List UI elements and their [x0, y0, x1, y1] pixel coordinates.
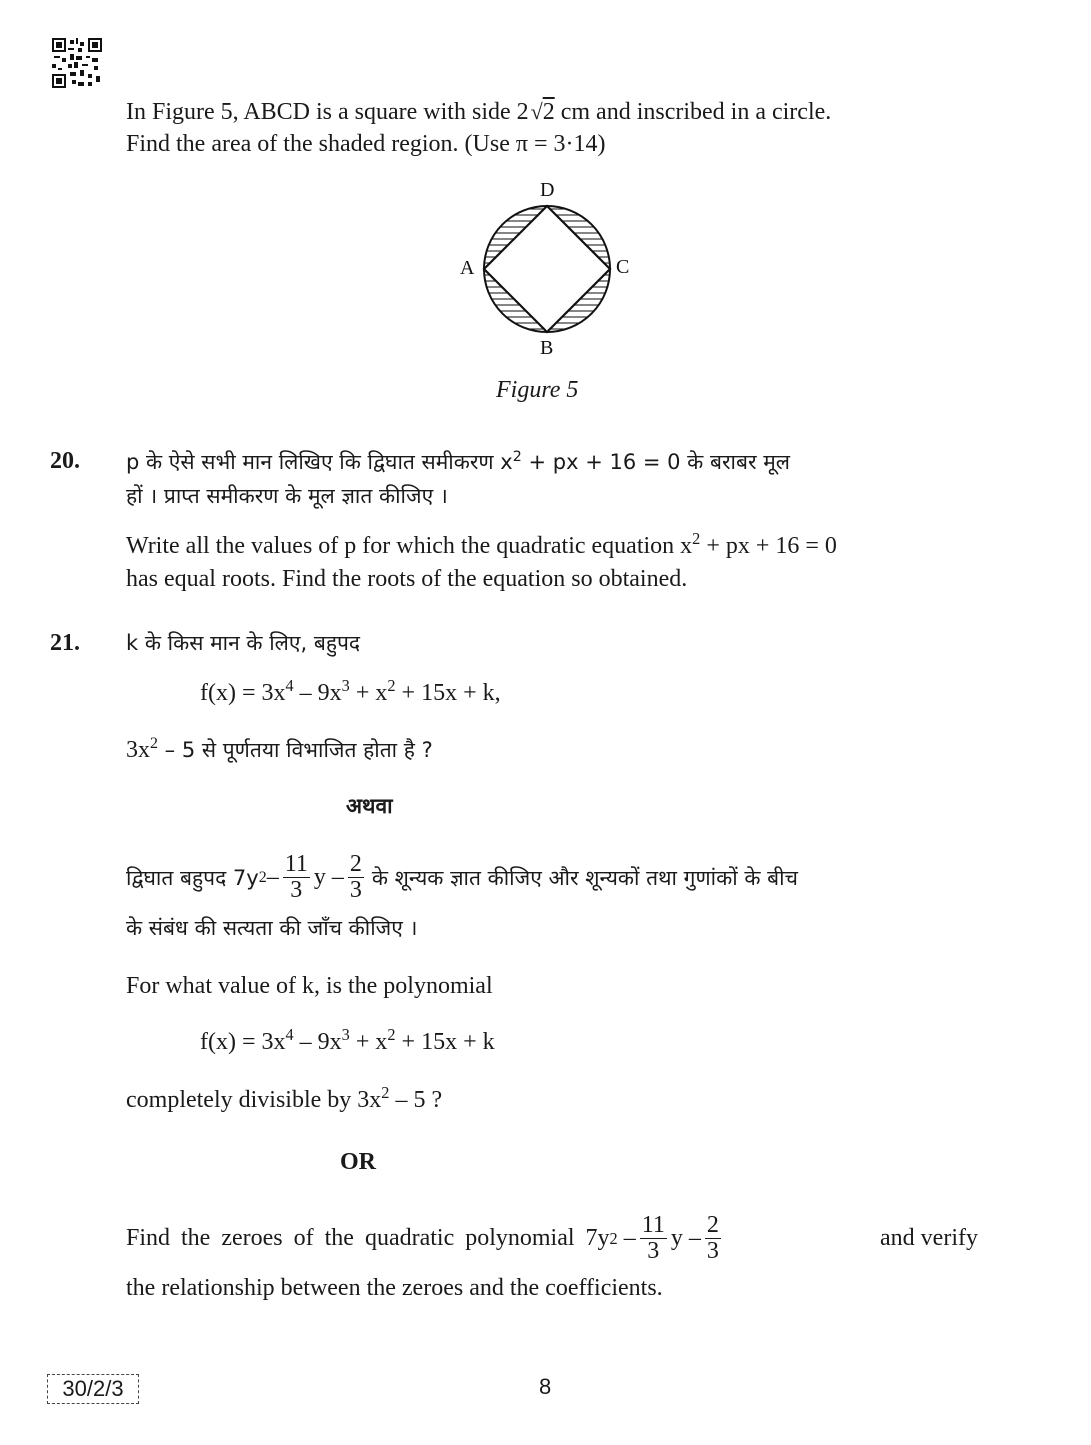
- q20-hindi-text-b: + px + 16 = 0 के बराबर मूल: [521, 450, 791, 474]
- q21-number: 21.: [50, 630, 80, 656]
- q20-hindi-text-a: p के ऐसे सभी मान लिखिए कि द्विघात समीकरण x: [126, 450, 513, 474]
- q21-english-intro: For what value of k, is the polynomial: [126, 973, 493, 999]
- label-a: A: [460, 257, 475, 279]
- fraction-2-over-3: $\frac{2}{3}$: [349, 851, 362, 904]
- q19-line1-text-a: In Figure 5, ABCD is a square with side 2: [126, 99, 529, 125]
- q21-english-polynomial: $f(x) = 3x^4 - 9x^3 + x^2 + 15x + k$: [200, 1025, 495, 1055]
- q21-english-or: OR: [340, 1149, 376, 1175]
- label-d: D: [540, 179, 555, 201]
- q20-english-line1: [126, 529, 837, 560]
- q20-english-exponent: 2: [692, 529, 701, 549]
- q19-radicand: 2: [542, 99, 555, 125]
- q19-line2: Find the area of the shaded region. (Use π = 3·14): [126, 131, 606, 157]
- paper-code: 30/2/3: [62, 1376, 124, 1401]
- q20-number: 20.: [50, 448, 80, 474]
- q20-hindi-line1: [126, 448, 790, 476]
- q21-hindi-zeroes-line2: के संबंध की सत्यता की जाँच कीजिए ।: [126, 916, 418, 940]
- q21-hindi-divisor: $3x^2 - 5$ से पूर्णतया विभाजित होता है ?: [126, 735, 433, 763]
- paper-code-box: [47, 1374, 139, 1404]
- fraction-11-over-3: $\frac{11}{3}$: [284, 851, 308, 904]
- q21-hindi-intro: k के किस मान के लिए, बहुपद: [126, 631, 361, 655]
- q19-line1: In Figure 5, ABCD is a square with side 2√2 cm and inscribed in a circle.: [126, 99, 832, 125]
- q21-hindi-or: अथवा: [346, 794, 393, 818]
- q20-english-text-b: + px + 16 = 0: [700, 533, 837, 559]
- q20-english-line2: has equal roots. Find the roots of the equation so obtained.: [126, 566, 688, 592]
- label-b: B: [540, 337, 554, 359]
- q21-english-divisor: completely divisible by $3x^2 - 5$ ?: [126, 1083, 443, 1113]
- figure-caption: Figure 5: [496, 377, 579, 403]
- q21-english-zeroes-line2: the relationship between the zeroes and the coefficients.: [126, 1275, 663, 1301]
- q20-hindi-line2: हों । प्राप्त समीकरण के मूल ज्ञात कीजिए ।: [126, 484, 448, 508]
- q21-english-zeroes-line1: Find the zeroes of the quadratic polynomial 7y 2 – $\frac{11}{3}$ y – $\frac{2}{3}$ and verify: [126, 1212, 978, 1265]
- q21-hindi-polynomial: $f(x) = 3x^4 - 9x^3 + x^2 + 15x + k$,: [200, 676, 501, 706]
- q19-line1-text-b: cm and inscribed in a circle.: [554, 99, 832, 125]
- figure-5-diagram: [454, 176, 640, 362]
- q20-english-text-a: Write all the values of p for which the quadratic equation x: [126, 533, 693, 559]
- fraction-11-over-3-en: $\frac{11}{3}$: [641, 1212, 665, 1265]
- q21-hindi-zeroes-line1: द्विघात बहुपद 7y 2 – $\frac{11}{3}$ y – $\frac{2}{3}$ के शून्यक ज्ञात कीजिए और शून्यकों तथा गुणांकों के बीच: [126, 851, 798, 904]
- fraction-2-over-3-en: $\frac{2}{3}$: [706, 1212, 719, 1265]
- shaded-segments: [454, 176, 640, 362]
- page-number: 8: [539, 1374, 552, 1399]
- q20-hindi-exponent: 2: [512, 449, 522, 466]
- qr-code: [52, 38, 102, 88]
- label-c: C: [616, 256, 630, 278]
